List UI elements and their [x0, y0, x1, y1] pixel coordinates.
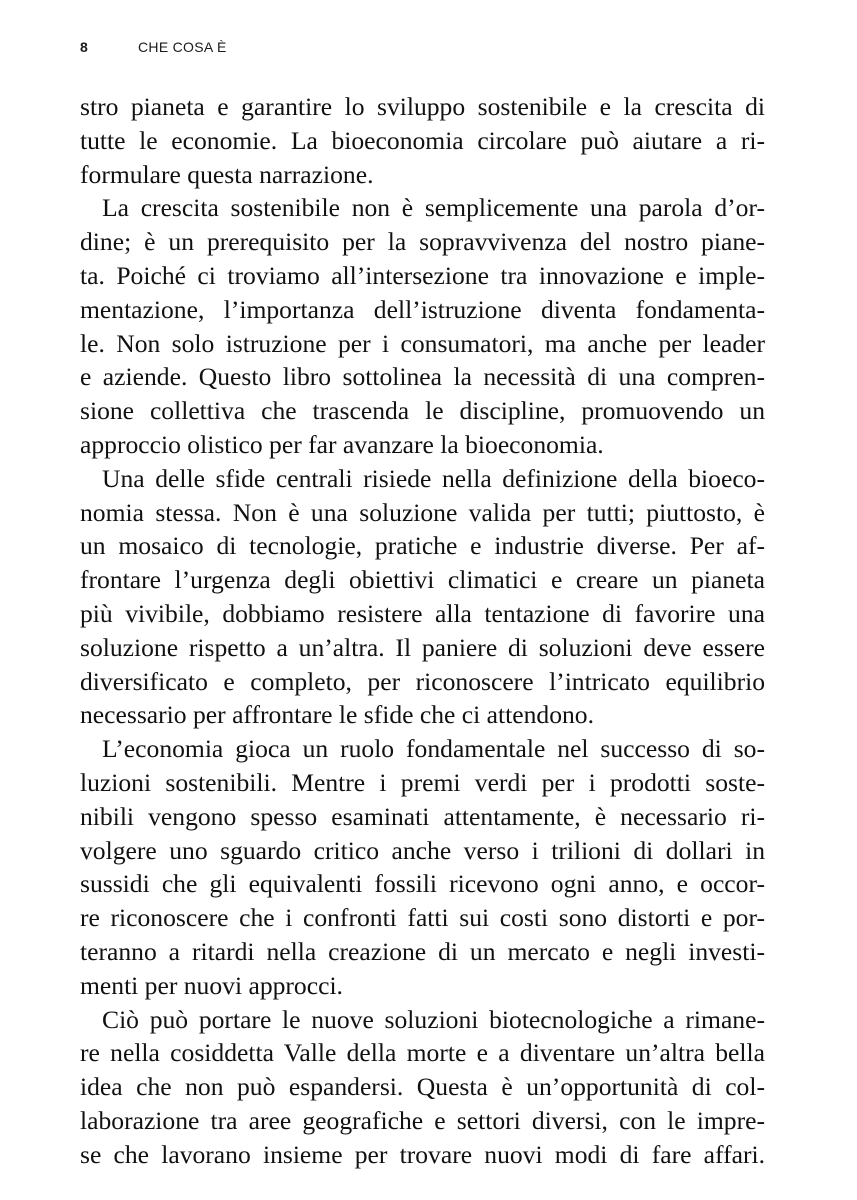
- text-line: sussidi che gli equivalenti fossili ricevono ogni anno, e occor-: [80, 869, 765, 899]
- text-line: teranno a ritardi nella creazione di un mercato e negli investi-: [80, 936, 765, 966]
- text-line: idea che non può espandersi. Questa è un’opportunità di col-: [80, 1072, 765, 1102]
- paragraph: [80, 1003, 765, 1172]
- text-line: laborazione tra aree geografiche e settori diversi, con le impre-: [80, 1105, 765, 1135]
- text-line: un mosaico di tecnologie, pratiche e industrie diverse. Per af-: [80, 531, 765, 561]
- page-number: 8: [80, 39, 89, 55]
- text-line: nomia stessa. Non è una soluzione valida per tutti; piuttosto, è: [80, 497, 765, 527]
- text-line: luzioni sostenibili. Mentre i premi verdi per i prodotti soste-: [80, 767, 765, 797]
- paragraph: [80, 732, 765, 1002]
- paragraph: [80, 191, 765, 461]
- text-line: re nella cosiddetta Valle della morte e a diventare un’altra bella: [80, 1038, 765, 1068]
- paragraph: [80, 462, 765, 732]
- text-line: frontare l’urgenza degli obiettivi climatici e creare un pianeta: [80, 565, 765, 595]
- paragraph: [80, 90, 765, 191]
- text-line: necessario per affrontare le sfide che ci attendono.: [80, 700, 594, 730]
- text-line: più vivibile, dobbiamo resistere alla tentazione di favorire una: [80, 598, 765, 628]
- text-line: mentazione, l’importanza dell’istruzione diventa fondamenta-: [80, 294, 765, 324]
- text-line: diversificato e completo, per riconoscere l’intricato equilibrio: [80, 666, 765, 696]
- text-line: formulare questa narrazione.: [80, 159, 374, 189]
- text-line: le. Non solo istruzione per i consumatori, ma anche per leader: [80, 328, 765, 358]
- text-line: Ciò può portare le nuove soluzioni biotecnologiche a rimane-: [102, 1004, 765, 1034]
- text-line: soluzione rispetto a un’altra. Il paniere di soluzioni deve essere: [80, 632, 765, 662]
- text-line: ta. Poiché ci troviamo all’intersezione tra innovazione e imple-: [80, 260, 765, 290]
- running-header: [80, 37, 227, 57]
- text-line: e aziende. Questo libro sottolinea la necessità di una compren-: [80, 362, 765, 392]
- text-line: volgere uno sguardo critico anche verso i trilioni di dollari in: [80, 835, 765, 865]
- text-line: re riconoscere che i confronti fatti sui costi sono distorti e por-: [80, 903, 765, 933]
- body-text: [80, 90, 765, 1172]
- text-line: stro pianeta e garantire lo sviluppo sostenibile e la crescita di: [80, 92, 765, 121]
- section-title: CHE COSA È: [138, 39, 227, 55]
- text-line: L’economia gioca un ruolo fondamentale nel successo di so-: [102, 734, 765, 764]
- text-line: menti per nuovi approcci.: [80, 970, 343, 1000]
- text-line: La crescita sostenibile non è semplicemente una parola d’or-: [102, 193, 765, 223]
- text-line: se che lavorano insieme per trovare nuovi modi di fare affari.: [80, 1139, 765, 1169]
- text-line: dine; è un prerequisito per la sopravvivenza del nostro piane-: [80, 227, 765, 257]
- text-line: approccio olistico per far avanzare la bioeconomia.: [80, 429, 604, 459]
- text-line: Una delle sfide centrali risiede nella definizione della bioeco-: [102, 463, 765, 493]
- text-line: sione collettiva che trascenda le discipline, promuovendo un: [80, 396, 765, 426]
- text-line: nibili vengono spesso esaminati attentamente, è necessario ri-: [80, 801, 765, 831]
- text-line: tutte le economie. La bioeconomia circolare può aiutare a ri-: [80, 125, 765, 155]
